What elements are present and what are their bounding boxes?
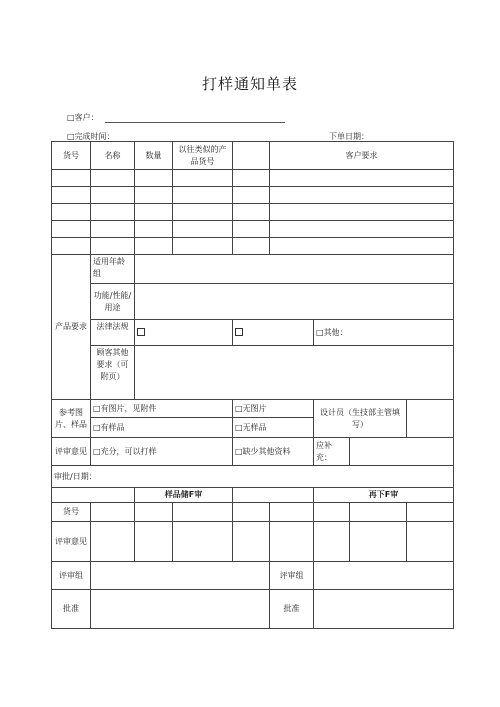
table-row xyxy=(52,187,454,204)
no-picture-option xyxy=(233,400,314,418)
sufficient-label: 充分，可以打样 xyxy=(100,446,157,456)
other-req-label: 顾客其他要求（可附页） xyxy=(91,346,135,400)
has-picture-label: 有图片，见附件 xyxy=(100,403,157,413)
law-label: 法律法规 xyxy=(91,320,135,346)
checkbox-icon[interactable]: □ xyxy=(316,327,324,337)
checkbox-icon[interactable] xyxy=(235,328,243,336)
approve-row xyxy=(52,590,454,629)
age-group-label: 适用年龄组 xyxy=(91,255,135,284)
lacking-option xyxy=(233,438,314,466)
approve-field-left[interactable] xyxy=(91,590,270,629)
checkbox-icon[interactable]: □ xyxy=(93,422,101,432)
designer-field[interactable] xyxy=(407,400,454,438)
customer-line xyxy=(67,112,285,123)
lower-opinion-row xyxy=(52,522,454,562)
no-sample-option xyxy=(233,418,314,438)
checkbox-icon[interactable]: □ xyxy=(235,403,243,413)
function-field[interactable] xyxy=(135,284,454,320)
table-row xyxy=(52,170,454,187)
law-option-other xyxy=(314,320,454,346)
no-picture-label: 无图片 xyxy=(242,403,267,413)
approve-field-right[interactable] xyxy=(314,590,454,629)
approval-date-label: 审批/日期： xyxy=(52,466,454,488)
review-group-label-right: 评审组 xyxy=(270,562,314,590)
has-picture-option xyxy=(91,400,233,418)
header-qty: 数量 xyxy=(135,142,173,170)
order-date-label: 下单日期： xyxy=(329,132,369,141)
checkbox-icon[interactable]: □ xyxy=(93,446,101,456)
no-sample-label: 无样品 xyxy=(242,422,267,432)
checkbox-icon[interactable] xyxy=(137,328,145,336)
section-header-row xyxy=(52,488,454,503)
reference-row-1 xyxy=(52,400,454,418)
approve-label-left: 批准 xyxy=(52,590,91,629)
sample-notice-table xyxy=(51,141,454,629)
review-group-row xyxy=(52,562,454,590)
law-option-1 xyxy=(135,320,233,346)
re-review-header: 再下F审 xyxy=(314,488,454,503)
other-label: 其他： xyxy=(323,327,348,337)
product-req-label: 产品要求 xyxy=(52,255,91,400)
supplement-label: 应补充： xyxy=(314,438,350,466)
review-opinion-label: 评审意见 xyxy=(52,438,91,466)
age-group-field[interactable] xyxy=(135,255,454,284)
checkbox-icon[interactable]: □ xyxy=(235,422,243,432)
sample-review-header: 样品储F审 xyxy=(135,488,233,503)
approval-date-row xyxy=(52,466,454,488)
table-row xyxy=(52,221,454,238)
reference-label: 参考图片、样品 xyxy=(52,400,91,438)
lacking-label: 缺少其他资料 xyxy=(242,446,291,456)
review-group-field-left[interactable] xyxy=(91,562,270,590)
designer-label: 设计员（生技部主管填写） xyxy=(314,400,407,438)
supplement-field[interactable] xyxy=(350,438,454,466)
checkbox-icon[interactable]: □ xyxy=(93,403,101,413)
header-similar: 以往类似的产品货号 xyxy=(173,142,233,170)
checkbox-icon[interactable]: □ xyxy=(67,132,75,141)
header-blank xyxy=(233,142,270,170)
customer-field[interactable] xyxy=(105,114,285,123)
header-item-no: 货号 xyxy=(52,142,91,170)
checkbox-icon[interactable]: □ xyxy=(67,113,75,122)
customer-label: 客户： xyxy=(74,113,99,122)
lower-opinion-label: 评审意见 xyxy=(52,522,91,562)
other-req-field[interactable] xyxy=(135,346,454,400)
lower-item-no-row xyxy=(52,503,454,522)
other-req-row xyxy=(52,346,454,400)
law-option-2 xyxy=(233,320,314,346)
header-name: 名称 xyxy=(91,142,135,170)
header-requirement: 客户要求 xyxy=(270,142,454,170)
sufficient-option xyxy=(91,438,233,466)
form-title: 打样通知单表 xyxy=(201,75,298,93)
has-sample-label: 有样品 xyxy=(100,422,125,432)
review-group-field-right[interactable] xyxy=(314,562,454,590)
table-row xyxy=(52,204,454,221)
approve-label-right: 批准 xyxy=(270,590,314,629)
function-label: 功能/性能/用途 xyxy=(91,284,135,320)
function-row xyxy=(52,284,454,320)
checkbox-icon[interactable]: □ xyxy=(235,446,243,456)
law-row xyxy=(52,320,454,346)
review-opinion-row xyxy=(52,438,454,466)
age-group-row xyxy=(52,255,454,284)
has-sample-option xyxy=(91,418,233,438)
table-row xyxy=(52,238,454,255)
lower-item-no-label: 货号 xyxy=(52,503,91,522)
completion-label: 完成时间： xyxy=(74,132,115,141)
review-group-label-left: 评审组 xyxy=(52,562,91,590)
header-row xyxy=(52,142,454,170)
